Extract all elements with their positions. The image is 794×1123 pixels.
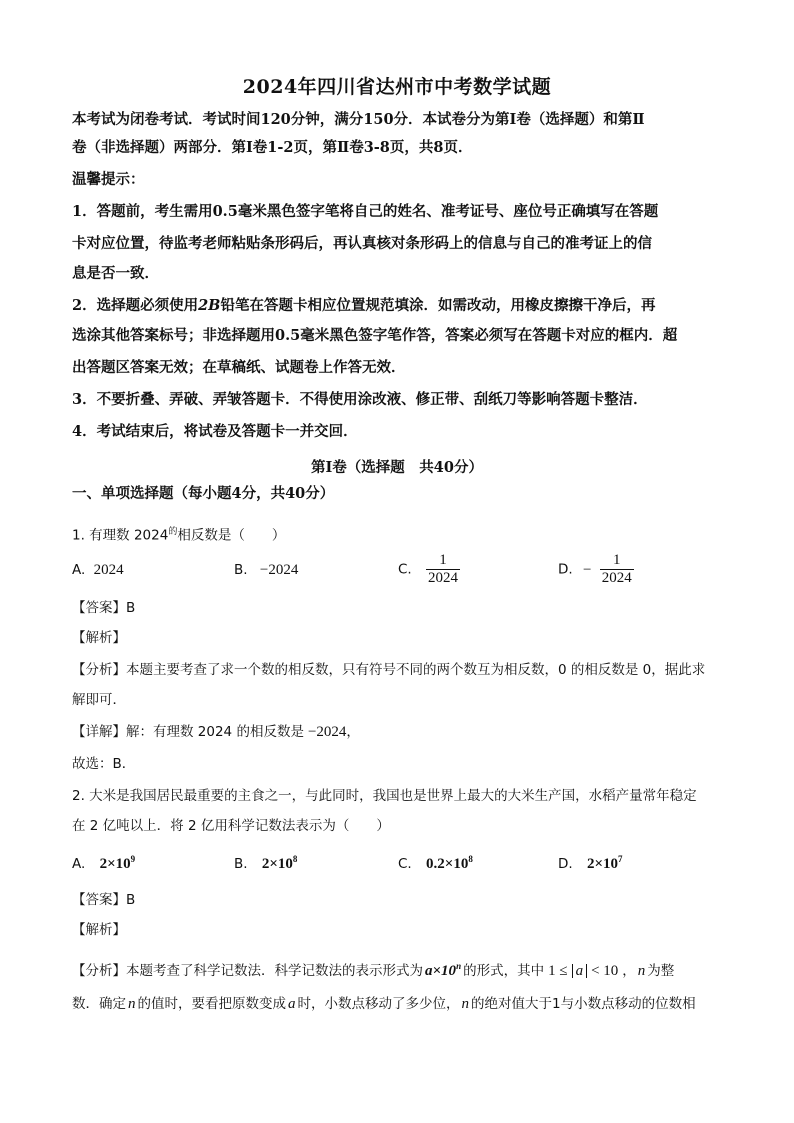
q1-detail-punct: ， <box>346 724 360 740</box>
option-label: B. <box>234 562 248 578</box>
tip-2-prefix: 2．选择题必须使用 <box>72 297 199 314</box>
absolute-value: a <box>572 964 588 978</box>
q2-analysis-line-2 <box>72 994 696 1014</box>
option-label: B. <box>234 856 248 872</box>
part-heading: 一、单项选择题（每小题4分，共40分） <box>72 485 335 502</box>
tip-1-line-1: 1．答题前，考生需用0.5毫米黑色签字笔将自己的姓名、准考证号、座位号正确填写在答题 <box>72 203 659 220</box>
q1-option-c <box>398 552 460 587</box>
q2-option-c <box>398 854 473 873</box>
q1-conclusion: 故选：B． <box>72 756 136 772</box>
tips-heading: 温馨提示： <box>72 171 145 188</box>
text: 数．确定 <box>72 996 126 1012</box>
sci-base: 0.2×10 <box>426 856 469 872</box>
sci-base: 2×10 <box>99 856 131 872</box>
text: 时，小数点移动了多少位， <box>297 996 460 1012</box>
tip-2-line-2: 选涂其他答案标号；非选择题用0.5毫米黑色签字笔作答，答案必须写在答题卡对应的框内．超 <box>72 327 678 344</box>
tip-2-suffix: 铅笔在答题卡相应位置规范填涂．如需改动，用橡皮擦擦干净后，再 <box>220 297 656 314</box>
option-value <box>587 856 623 872</box>
sci-exponent: 7 <box>618 854 623 864</box>
option-value <box>262 856 298 872</box>
inequality-right: < 10 <box>591 963 619 979</box>
text: 的绝对值大于1与小数点移动的位数相 <box>471 996 696 1012</box>
q2-option-a <box>72 854 135 873</box>
q1-detail-value: −2024 <box>307 724 347 740</box>
option-label: C. <box>398 856 412 872</box>
tip-1-line-2: 卡对应位置，待监考老师粘贴条形码后，再认真核对条形码上的信息与自己的准考证上的信 <box>72 235 652 252</box>
option-value: 2024 <box>93 562 124 578</box>
sci-form <box>425 963 461 979</box>
option-label: D. <box>558 856 573 872</box>
text: 的形式，其中 <box>463 963 545 979</box>
q1-option-b <box>234 562 298 579</box>
sci-base: 2×10 <box>261 856 293 872</box>
q2-stem-line-1: 2. 大米是我国居民最重要的主食之一，与此同时，我国也是世界上最大的大米生产国，水稻产量常年稳定 <box>72 788 697 804</box>
text: 【分析】本题考查了科学记数法．科学记数法的表示形式为 <box>72 963 423 979</box>
option-label: A. <box>72 856 86 872</box>
q1-analysis-line-1: 【分析】本题主要考查了求一个数的相反数，只有符号不同的两个数互为相反数，0 的相反数是 0，据此求 <box>72 662 706 678</box>
tip-3: 3．不要折叠、弄破、弄皱答题卡．不得使用涂改液、修正带、刮纸刀等影响答题卡整洁． <box>72 391 648 408</box>
fraction <box>426 552 460 587</box>
variable-n: n <box>637 963 646 979</box>
q1-stem-end: 相反数是（ ） <box>177 527 286 544</box>
q2-stem-line-2: 在 2 亿吨以上．将 2 亿用科学记数法表示为（ ） <box>72 818 390 834</box>
q2-option-d <box>558 854 623 873</box>
q1-stem-start: 1. 有理数 2024 <box>72 527 169 544</box>
section-title: 第Ⅰ卷（选择题 共40分） <box>311 459 483 476</box>
q2-option-b <box>234 854 297 873</box>
inequality-left: 1 ≤ <box>548 963 568 979</box>
q1-detail <box>72 722 360 742</box>
sci-exponent: 8 <box>292 854 298 864</box>
option-label: A. <box>72 562 86 578</box>
text: 为整 <box>647 963 675 979</box>
q1-stem-superscript: 的 <box>168 527 178 537</box>
sci-base: 2×10 <box>586 856 619 872</box>
q1-analysis-heading: 【解析】 <box>72 630 126 646</box>
q2-analysis-line-1: 【分析】本题考查了科学记数法．科学记数法的表示形式为 $a\times 10^n$ 的形式，其中 1 ≤ a < 10 ， n 为整 <box>72 961 675 979</box>
tip-2-line-3: 出答题区答案无效；在草稿纸、试题卷上作答无效． <box>72 359 406 376</box>
fraction-denominator: 2024 <box>428 570 459 586</box>
variable-a: a <box>288 996 296 1012</box>
sci-exponent: 9 <box>130 854 136 864</box>
option-value <box>100 856 136 872</box>
text: 的值时，要看把原数变成 <box>137 996 286 1012</box>
q1-detail-text: 【详解】解：有理数 2024 的相反数是 <box>72 724 304 740</box>
pencil-grade: 2B <box>198 297 221 314</box>
q2-answer: 【答案】B <box>72 892 136 908</box>
sci-exponent: 8 <box>468 854 473 864</box>
q1-stem <box>72 522 285 546</box>
q1-analysis-line-2: 解即可． <box>72 692 126 708</box>
tip-4: 4．考试结束后，将试卷及答题卡一并交回． <box>72 423 358 440</box>
page-title: 2024年四川省达州市中考数学试题 <box>242 76 552 98</box>
variable-n: n <box>461 996 469 1012</box>
variable-n: n <box>128 996 136 1012</box>
option-label: D. <box>558 561 573 578</box>
fraction-numerator: 1 <box>439 552 447 568</box>
fraction-numerator: 1 <box>613 552 621 568</box>
q2-analysis-heading: 【解析】 <box>72 922 126 938</box>
option-value <box>426 856 473 872</box>
tip-2-line-1 <box>72 296 655 316</box>
option-label: C. <box>398 561 412 578</box>
option-value: −2024 <box>259 562 299 578</box>
sci-form-base: a×10 <box>425 963 457 979</box>
minus-sign: − <box>582 561 592 578</box>
tip-1-line-3: 息是否一致． <box>72 265 159 282</box>
fraction-denominator: 2024 <box>601 570 632 586</box>
q1-option-d <box>558 552 634 587</box>
q1-option-a <box>72 562 124 579</box>
intro-line-1: 本考试为闭卷考试．考试时间120分钟，满分150分．本试卷分为第Ⅰ卷（选择题）和第Ⅱ <box>72 111 645 128</box>
intro-line-2: 卷（非选择题）两部分．第Ⅰ卷1-2页，第Ⅱ卷3-8页，共8页． <box>72 139 473 156</box>
sci-form-exponent: n <box>456 961 462 971</box>
fraction <box>600 552 634 587</box>
q1-answer: 【答案】B <box>72 600 136 616</box>
